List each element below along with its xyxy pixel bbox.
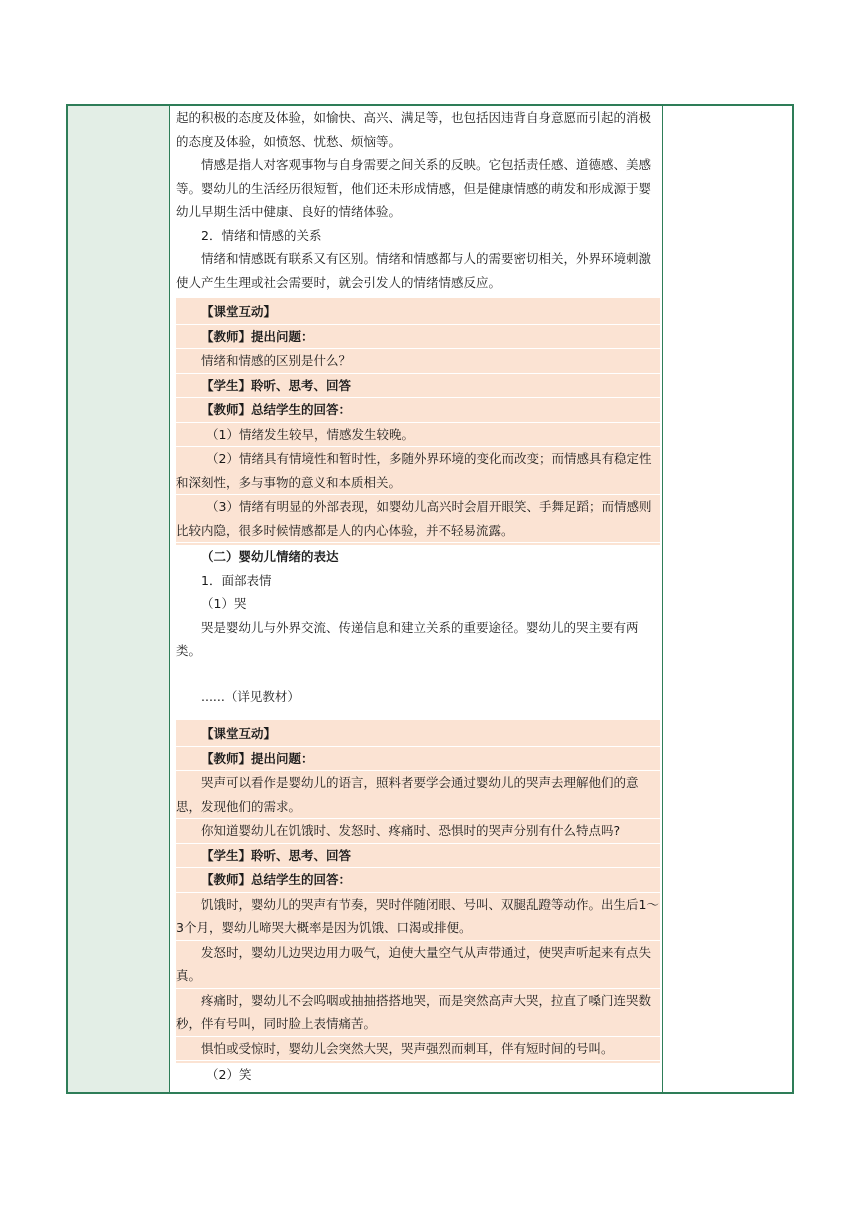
question-text: 情绪和情感的区别是什么？ [176,349,660,374]
heading-cry: （1）哭 [201,596,247,611]
student-label: 【学生】聆听、思考、回答 [176,844,660,869]
answer-item: 饥饿时，婴幼儿的哭声有节奏，哭时伴随闭眼、号叫、双腿乱蹬等动作。出生后1～3个月，婴幼儿啼哭大概率是因为饥饿、口渴或排便。 [176,893,660,941]
paragraph-feeling-definition: 情感是指人对客观事物与自身需要之间关系的反映。它包括责任感、道德感、美感等。婴幼儿的生活经历很短暂，他们还未形成情感，但是健康情感的萌发和形成源于婴幼儿早期生活中健康、良好的情绪体验。 [176,157,652,219]
table-right-column [662,106,792,1092]
heading-relation: 2．情绪和情感的关系 [201,227,322,243]
question-text: 你知道婴幼儿在饥饿时、发怒时、疼痛时、恐惧时的哭声分别有什么特点吗? [176,819,660,844]
paragraph-emotion-definition-cont: 起的积极的态度及体验，如愉快、高兴、满足等，也包括因违背自身意愿而引起的消极的态度及体验，如愤怒、忧愁、烦恼等。 [176,110,652,149]
paragraph-relation: 情绪和情感既有联系又有区别。情绪和情感都与人的需要密切相关，外界环境刺激使人产生生理或社会需要时，就会引发人的情绪情感反应。 [176,251,652,290]
paragraph-cry: 哭是婴幼儿与外界交流、传递信息和建立关系的重要途径。婴幼儿的哭主要有两类。 [176,619,639,658]
teacher-summary-label: 【教师】总结学生的回答： [176,398,660,423]
teacher-question-label: 【教师】提出问题： [176,325,660,350]
student-label: 【学生】聆听、思考、回答 [176,374,660,399]
classroom-interaction-box-2 [176,720,660,1063]
answer-item: 惧怕或受惊时，婴幼儿会突然大哭，哭声强烈而刺耳，伴有短时间的号叫。 [176,1037,660,1062]
table-left-column [68,106,170,1092]
answer-item: 疼痛时，婴幼儿不会呜咽或抽抽搭搭地哭，而是突然高声大哭，拉直了嗓门连哭数秒，伴有号叫，同时脸上表情痛苦。 [176,989,660,1037]
heading-facial-expression: 1．面部表情 [201,572,272,588]
heading-expression: （二）婴幼儿情绪的表达 [201,549,339,564]
box-title: 【课堂互动】 [176,300,660,325]
lesson-content [176,106,660,1087]
classroom-interaction-box-1 [176,298,660,545]
teacher-summary-label: 【教师】总结学生的回答： [176,868,660,893]
box-title: 【课堂互动】 [176,722,660,747]
question-text: 哭声可以看作是婴幼儿的语言，照料者要学会通过婴幼儿的哭声去理解他们的意思，发现他们的需求。 [176,771,660,819]
answer-item: （3）情绪有明显的外部表现，如婴幼儿高兴时会眉开眼笑、手舞足蹈；而情感则比较内隐，很多时候情感都是人的内心体验，并不轻易流露。 [176,495,660,543]
see-textbook-note: ......（详见教材） [201,688,300,704]
answer-item: 发怒时，婴幼儿边哭边用力吸气，迫使大量空气从声带通过，使哭声听起来有点失真。 [176,941,660,989]
lesson-table [66,104,794,1094]
heading-smile: （2）笑 [206,1067,252,1082]
answer-item: （2）情绪具有情境性和暂时性，多随外界环境的变化而改变；而情感具有稳定性和深刻性，多与事物的意义和本质相关。 [176,447,660,495]
answer-item: （1）情绪发生较早，情感发生较晚。 [176,423,660,448]
teacher-question-label: 【教师】提出问题： [176,747,660,772]
